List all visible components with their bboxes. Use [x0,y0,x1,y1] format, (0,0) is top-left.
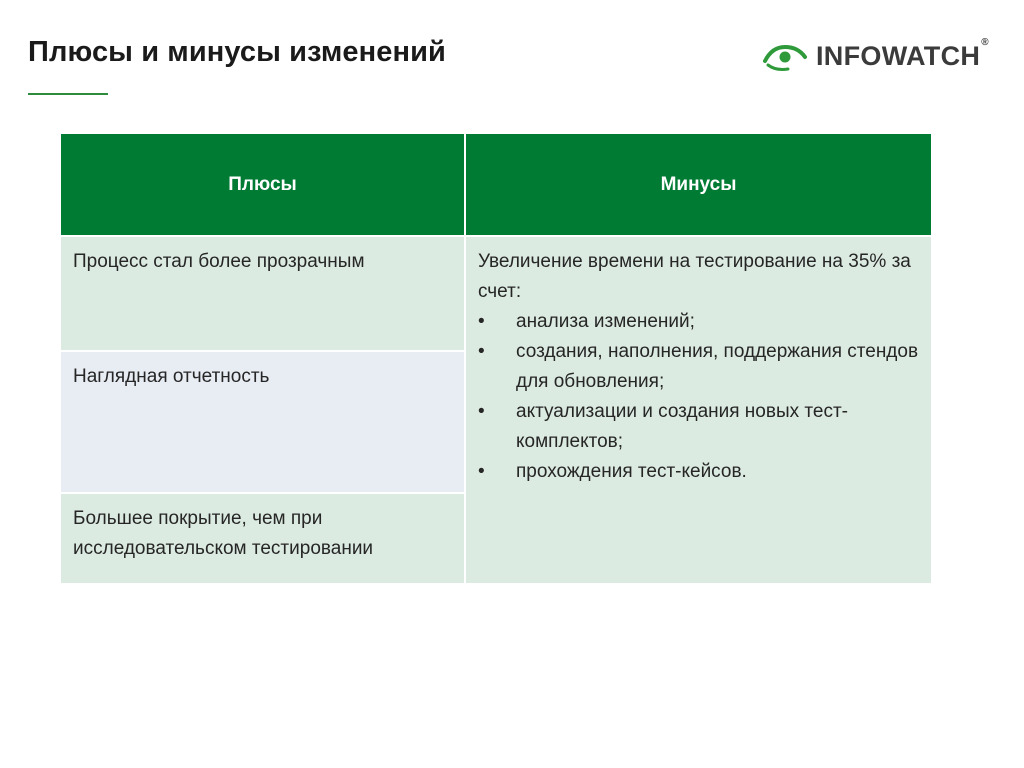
list-item [478,397,919,457]
infowatch-logo [762,36,989,76]
pros-cell: Наглядная отчетность [61,352,464,492]
bullet: • [478,401,485,422]
bullet: • [478,341,485,362]
logo-wordmark [816,36,989,72]
bullet: • [478,311,485,332]
list-item [478,457,919,487]
infowatch-eye-logo-icon [762,39,808,73]
list-item-text: создания, наполнения, поддержания стендов для обновления; [516,341,919,392]
list-item [478,337,919,397]
logo-text: INFOWATCH [816,40,981,71]
cons-list [478,307,919,487]
registered-mark: ® [981,36,989,48]
header-cons: Минусы [466,134,931,235]
bullet: • [478,461,485,482]
pros-cons-table [61,134,931,583]
pros-cell: Процесс стал более прозрачным [61,237,464,350]
list-item-text: актуализации и создания новых тест-комплектов; [516,401,848,452]
header-pros: Плюсы [61,134,464,235]
title-underline [28,93,108,95]
pros-cell: Большее покрытие, чем при исследовательском тестировании [61,494,464,583]
list-item-text: анализа изменений; [516,311,695,332]
cons-cell [466,237,931,583]
list-item-text: прохождения тест-кейсов. [516,461,747,482]
page-title: Плюсы и минусы изменений [28,36,446,68]
cons-intro: Увеличение времени на тестирование на 35% за счет: [478,251,911,302]
list-item [478,307,919,337]
